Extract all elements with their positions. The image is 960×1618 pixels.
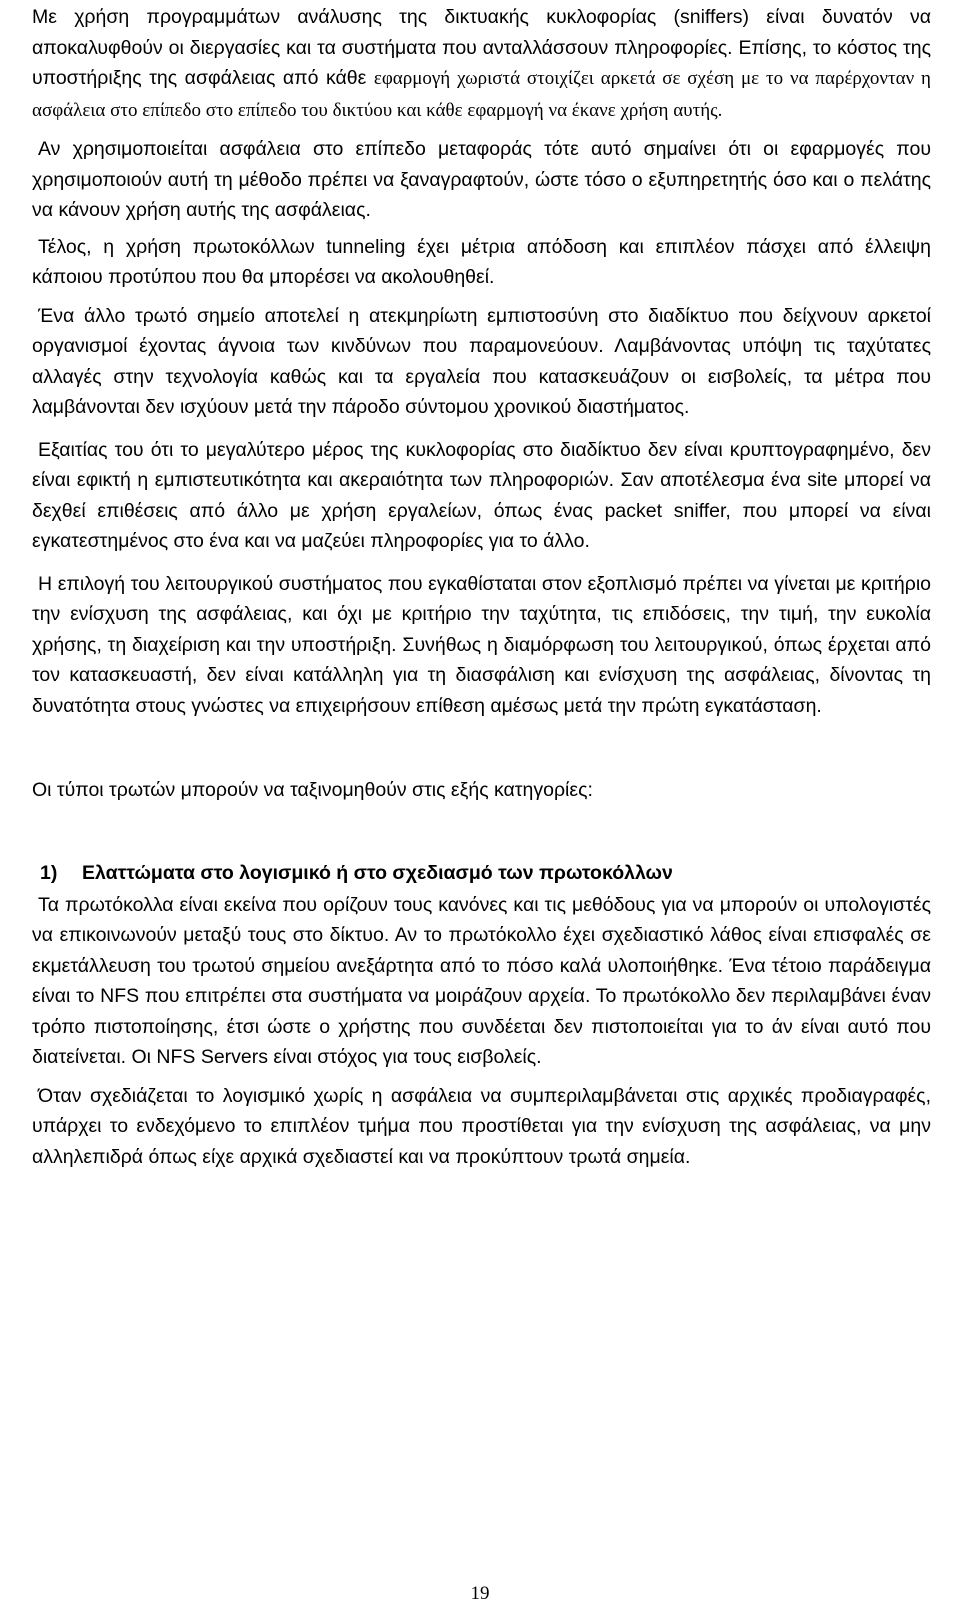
paragraph-protocols: Τα πρωτόκολλα είναι εκείνα που ορίζουν τους κανόνες και τις μεθόδους για να μπορούν οι υπολογιστές να επικοινωνούν μεταξύ τους στο δίκτυο. Αν το πρωτόκολλο έχει σχεδιαστικό λάθος είναι επισφαλές σε εκμετάλλευση του τρωτού σημείου ανεξάρτητα από το πόσο καλά υλοποιήθηκε. Ένα τέτοιο παράδειγμα είναι το NFS που επιτρέπει στα συστήματα να μοιράζουν αρχεία. Το πρωτόκολλο δεν περιλαμβάνει έναν τρόπο πιστοποίησης, έτσι ώστε ο χρήστης που συνδέεται δεν πιστοποιείται για το άν είναι αυτό που διατείνεται. Οι NFS Servers είναι στόχος για τους εισβολείς. (32, 893, 931, 1068)
paragraph-sniffers (32, 2, 931, 126)
section-heading-number: 1) (40, 861, 58, 884)
paragraph-software-design: Όταν σχεδιάζεται το λογισμικό χωρίς η ασφάλεια να συμπεριλαμβάνεται στις αρχικές προδιαγραφές, υπάρχει το ενδεχόμενο το επιπλέον τμήμα που προστίθεται για την ενίσχυση της ασφάλειας, να μην αλληλεπιδρά όπως είχε αρχικά σχεδιαστεί και να προκύπτουν τρωτά σημεία. (32, 1084, 931, 1168)
page-number: 19 (470, 1583, 490, 1604)
paragraph-sniffers-serif: εφαρμογή χωριστά στοιχίζει αρκετά σε σχέση με το να παρέρχονταν η ασφάλεια στο επίπεδο στο επίπεδο του δικτύου και κάθε εφαρμογή να έκανε χρήση αυτής. (32, 68, 931, 121)
paragraph-operating-system: Η επιλογή του λειτουργικού συστήματος που εγκαθίσταται στον εξοπλισμό πρέπει να γίνεται με κριτήριο την ενίσχυση της ασφάλειας, και όχι με κριτήριο την ταχύτητα, τις επιδόσεις, την τιμή, την ευκολία χρήσης, τη διαχείριση και την υποστήριξη. Συνήθως η διαμόρφωση του λειτουργικού, όπως έρχεται από τον κατασκευαστή, δεν είναι κατάλληλη για τη διασφάλιση και ενίσχυση της ασφάλειας, δίνοντας τη δυνατότητα στους γνώστες να επιχειρήσουν επίθεση αμέσως μετά την πρώτη εγκατάσταση. (32, 572, 931, 717)
paragraph-trust: Ένα άλλο τρωτό σημείο αποτελεί η ατεκμηρίωτη εμπιστοσύνη στο διαδίκτυο που δείχνουν αρκετοί οργανισμοί έχοντας άγνοια των κινδύνων που παραμονεύουν. Λαμβάνοντας υπόψη τις ταχύτατες αλλαγές στην τεχνολογία καθώς και τα εργαλεία που κατασκευάζουν οι εισβολείς, τα μέτρα που λαμβάνονται δεν ισχύουν μετά την πάροδο σύντομου χρονικού διαστήματος. (32, 304, 931, 418)
paragraph-sniffers-sans: Με χρήση προγραμμάτων ανάλυσης της δικτυακής κυκλοφορίας (sniffers) είναι δυνατόν να αποκαλυφθούν οι διεργασίες και τα συστήματα που ανταλλάσσουν πληροφορίες. Επίσης, το κόστος της υποστήριξης της ασφάλειας από κάθε (32, 6, 931, 89)
paragraph-categories-intro: Οι τύποι τρωτών μπορούν να ταξινομηθούν στις εξής κατηγορίες: (32, 779, 593, 801)
section-heading (40, 858, 931, 888)
paragraph-transport-layer: Αν χρησιμοποιείται ασφάλεια στο επίπεδο μεταφοράς τότε αυτό σημαίνει ότι οι εφαρμογές που χρησιμοποιούν αυτή τη μέθοδο πρέπει να ξαναγραφτούν, ώστε τόσο ο εξυπηρετητής όσο και ο πελάτης να κάνουν χρήση αυτής της ασφάλειας. (32, 138, 931, 221)
paragraph-encryption: Εξαιτίας του ότι το μεγαλύτερο μέρος της κυκλοφορίας στο διαδίκτυο δεν είναι κρυπτογραφημένο, δεν είναι εφικτή η εμπιστευτικότητα και ακεραιότητα των πληροφοριών. Σαν αποτέλεσμα ένα site μπορεί να δεχθεί επιθέσεις από άλλο με χρήση εργαλείων, όπως ένας packet sniffer, που μπορεί να είναι εγκατεστημένος στο ένα και να μαζεύει πληροφορίες για το άλλο. (32, 438, 931, 552)
paragraph-tunneling: Τέλος, η χρήση πρωτοκόλλων tunneling έχει μέτρια απόδοση και επιπλέον πάσχει από έλλειψη κάποιου προτύπου που θα μπορέσει να ακολουθηθεί. (32, 235, 931, 288)
document-page (32, 2, 931, 1172)
section-heading-text: Ελαττώματα στο λογισμικό ή στο σχεδιασμό των πρωτοκόλλων (82, 861, 673, 884)
